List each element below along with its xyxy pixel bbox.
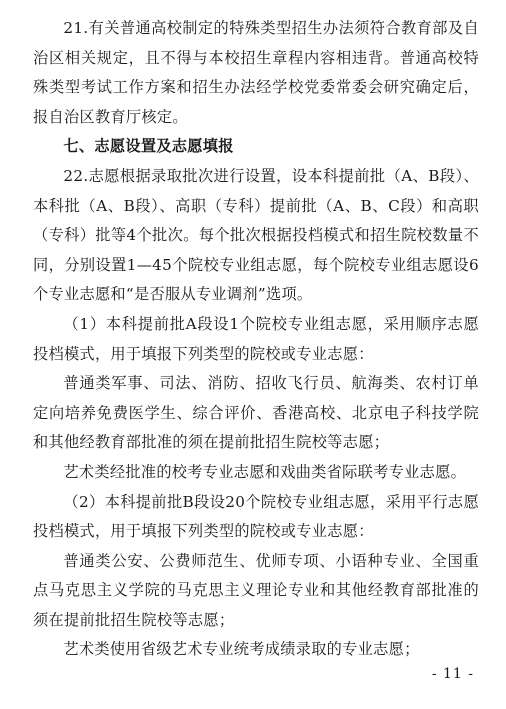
document-body (33, 14, 479, 665)
paragraph-22-item-2-art: 艺术类使用省级艺术专业统考成绩录取的专业志愿； (63, 640, 420, 659)
page-number: - 11 - (431, 666, 474, 682)
paragraph-21: 21.有关普通高校制定的特殊类型招生办法须符合教育部及自治区相关规定，且不得与本校招生章程内容相违背。普通高校特殊类型考试工作方案和招生办法经学校党委常委会研究确定后，报自治区教育厅核定。 (33, 19, 479, 126)
paragraph-22-item-1-art: 艺术类经批准的校考专业志愿和戏曲类省际联考专业志愿。 (63, 462, 467, 481)
section-heading-7: 七、志愿设置及志愿填报 (63, 137, 234, 156)
paragraph-22-item-2: （2）本科提前批B段设20个院校专业组志愿，采用平行志愿投档模式，用于填报下列类型的院校或专业志愿： (33, 492, 479, 541)
paragraph-22-item-1-general: 普通类军事、司法、消防、招收飞行员、航海类、农村订单定向培养免费医学生、综合评价、香港高校、北京电子科技学院和其他经教育部批准的须在提前批招生院校等志愿； (33, 374, 479, 452)
paragraph-22-item-2-general: 普通类公安、公费师范生、优师专项、小语种专业、全国重点马克思主义学院的马克思主义理论专业和其他经教育部批准的须在提前批招生院校等志愿； (33, 551, 479, 629)
paragraph-22-item-1: （1）本科提前批A段设1个院校专业组志愿，采用顺序志愿投档模式，用于填报下列类型的院校或专业志愿： (33, 314, 479, 363)
paragraph-22: 22.志愿根据录取批次进行设置，设本科提前批（A、B段）、本科批（A、B段）、高职（专科）提前批（A、B、C段）和高职（专科）批等4个批次。每个批次根据投档模式和招生院校数量不同，分别设置1—45个院校专业组志愿，每个院校专业组志愿设6个专业志愿和“是否服从专业调剂”选项。 (33, 166, 479, 304)
